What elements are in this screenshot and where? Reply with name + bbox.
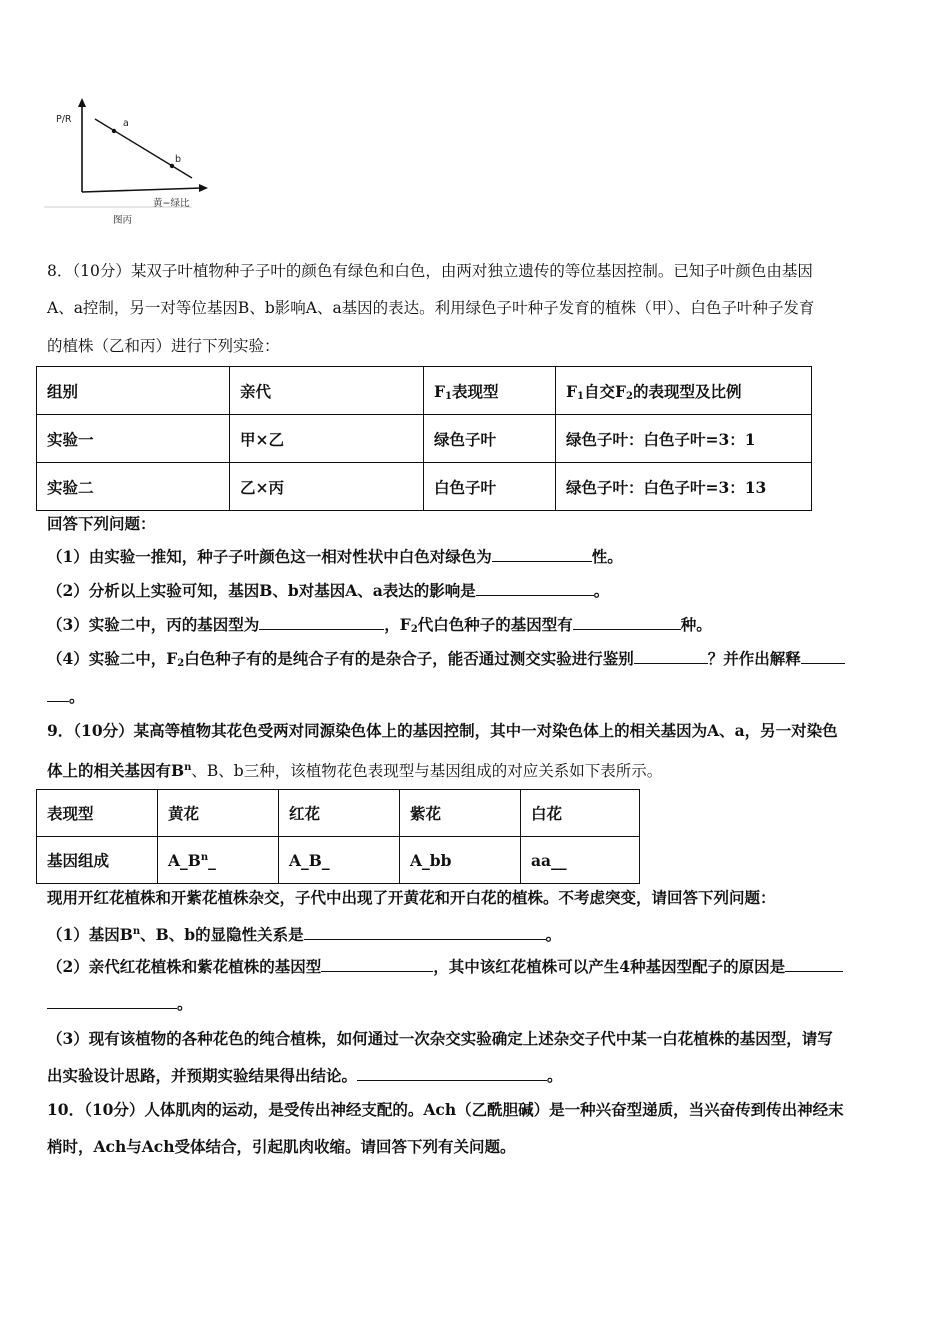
answer-blank[interactable] [785,957,843,972]
x-axis-arrow [199,184,208,192]
q8-q3: （3）实验二中，丙的基因型为 ，$F_2$代白色种子的基因型有 种。 [47,615,712,635]
q8-r2-parent: 乙×丙 [230,463,424,511]
q10-line1: 10．（10分）人体肌肉的运动，是受传出神经支配的。Ach（乙酰胆碱）是一种兴奋型递质，当兴奋传到传出神经末 [47,1100,844,1119]
q8-r1-group: 实验一 [37,415,230,463]
q8-stem-line2: A、a控制，另一对等位基因B、b影响A、a基因的表达。利用绿色子叶种子发育的植株（甲）、白色子叶种子发育 [47,299,815,317]
point-a-marker [112,129,116,133]
q9-intro: 现用开红花植株和开紫花植株杂交，子代中出现了开黄花和开白花的植株。不考虑突变，请回答下列问题： [47,888,776,907]
q9-th-yellow: 黄花 [158,790,279,837]
q8-intro: 回答下列问题： [47,514,156,533]
q8-r1-f2: 绿色子叶：白色子叶=3：1 [556,415,812,463]
q9-r-genotype: 基因组成 [37,837,158,884]
pr-chart [42,92,222,227]
q9-r-red: A_B_ [279,837,400,884]
q8-th-f1: $F_1$表现型 [424,367,556,415]
q9-r-white: aa__ [521,837,640,884]
table-row [37,415,812,463]
q8-table-header [37,367,812,415]
q8-r1-parent: 甲×乙 [230,415,424,463]
point-b-marker [170,164,174,168]
q8-r1-f1: 绿色子叶 [424,415,556,463]
q9-q2-cont: 。 [47,994,193,1014]
q9-table [36,789,640,884]
answer-blank[interactable] [357,1066,547,1081]
q9-stem-line1: 9．（10分）某高等植物其花色受两对同源染色体上的基因控制，其中一对染色体上的相关基因为A、a，另一对染色 [47,721,838,740]
answer-blank[interactable] [47,994,177,1009]
q9-stem-line2: 体上的相关基因有$B^n$、B、b三种，该植物花色表现型与基因组成的对应关系如下表所示。 [47,761,663,780]
answer-blank[interactable] [476,581,594,596]
q10-line2: 梢时，Ach与Ach受体结合，引起肌肉收缩。请回答下列有关问题。 [47,1137,516,1156]
table-row [37,837,640,884]
answer-blank[interactable] [492,547,592,562]
x-axis-label: 黄−绿比 [153,198,190,209]
q8-th-group: 组别 [37,367,230,415]
table-row [37,463,812,511]
q9-th-red: 红花 [279,790,400,837]
q8-th-parent: 亲代 [230,367,424,415]
figure-caption: 图丙 [113,215,133,226]
q9-r-yellow: $A\_B^n\_$ [158,837,279,884]
point-a-label: a [123,118,129,129]
q9-r-purple: A_bb [400,837,521,884]
q9-table-header [37,790,640,837]
q9-q3-line1: （3）现有该植物的各种花色的纯合植株，如何通过一次杂交实验确定上述杂交子代中某一白花植株的基因型，请写 [47,1029,833,1048]
answer-blank[interactable] [573,615,681,630]
answer-blank[interactable] [801,649,845,664]
q9-th-white: 白花 [521,790,640,837]
answer-blank[interactable] [259,615,384,630]
q8-stem-line3: 的植株（乙和丙）进行下列实验： [47,337,280,355]
point-b-label: b [175,154,182,165]
q8-th-f2: $F_1$自交$F_2$的表现型及比例 [556,367,812,415]
q8-r2-f1: 白色子叶 [424,463,556,511]
q8-table [36,366,812,511]
trend-line [95,119,192,178]
q9-th-phenotype: 表现型 [37,790,158,837]
answer-blank[interactable] [321,957,433,972]
answer-blank[interactable] [304,925,546,940]
answer-blank[interactable] [634,649,708,664]
figure-bing [42,92,222,227]
q8-stem-line1: 8．（10分）某双子叶植物种子子叶的颜色有绿色和白色，由两对独立遗传的等位基因控制。已知子叶颜色由基因 [47,262,813,280]
q8-q1: （1）由实验一推知，种子子叶颜色这一相对性状中白色对绿色为 性。 [47,547,623,566]
q9-th-purple: 紫花 [400,790,521,837]
answer-blank[interactable] [47,687,69,702]
q8-q4-cont: 。 [47,687,85,707]
q8-q2: （2）分析以上实验可知，基因B、b对基因A、a表达的影响是 。 [47,581,610,600]
q8-q4: （4）实验二中，$F_2$白色种子有的是纯合子有的是杂合子，能否通过测交实验进行鉴别 ？并作出解释 [47,649,845,674]
q8-r2-group: 实验二 [37,463,230,511]
x-axis [82,188,202,192]
y-axis-arrow [78,98,86,107]
q9-q1: （1）基因$B^n$、B、b的显隐性关系是 。 [47,925,562,944]
q9-q3-line2: 出实验设计思路，并预期实验结果得出结论。 。 [47,1066,563,1085]
q8-r2-f2: 绿色子叶：白色子叶=3：13 [556,463,812,511]
q9-q2: （2）亲代红花植株和紫花植株的基因型 ，其中该红花植株可以产生4种基因型配子的原因是 [47,957,843,977]
y-axis-label: P/R [56,114,72,125]
